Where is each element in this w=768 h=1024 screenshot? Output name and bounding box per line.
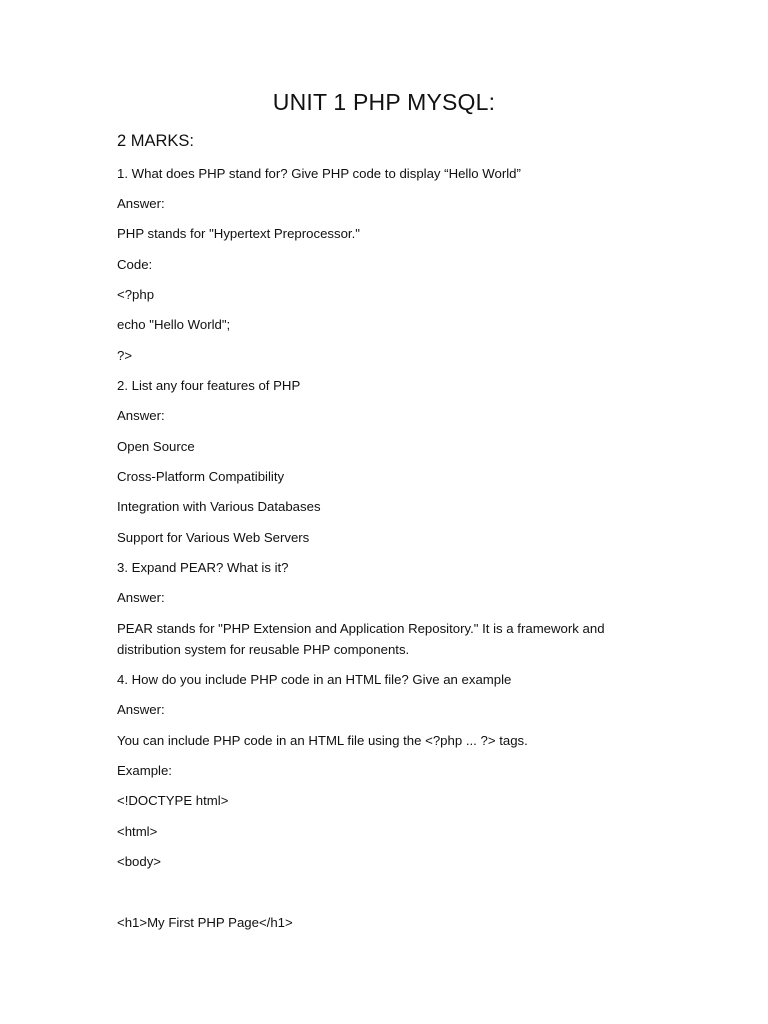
answer-text: PEAR stands for "PHP Extension and Application Repository." It is a framework and distribution system for reusable PHP components. (117, 621, 605, 657)
code-line: <!DOCTYPE html> (117, 793, 229, 808)
question-1: 1. What does PHP stand for? Give PHP code to display “Hello World” (117, 166, 521, 181)
code-line: <?php (117, 287, 155, 302)
feature-item: Cross-Platform Compatibility (117, 469, 285, 484)
answer-text: You can include PHP code in an HTML file using the <?php ... ?> tags. (117, 733, 528, 748)
page-title: UNIT 1 PHP MYSQL: (272, 89, 496, 115)
question-2: 2. List any four features of PHP (117, 378, 301, 393)
answer-label: Answer: (117, 590, 165, 605)
feature-item: Open Source (117, 439, 195, 454)
feature-item: Support for Various Web Servers (117, 530, 310, 545)
section-heading: 2 MARKS: (117, 132, 195, 150)
code-label: Code: (117, 257, 153, 272)
answer-text: PHP stands for "Hypertext Preprocessor." (117, 226, 360, 241)
question-4: 4. How do you include PHP code in an HTML file? Give an example (117, 672, 512, 687)
code-line: ?> (117, 348, 133, 363)
code-line: echo "Hello World"; (117, 317, 231, 332)
feature-item: Integration with Various Databases (117, 499, 321, 514)
question-3: 3. Expand PEAR? What is it? (117, 560, 289, 575)
answer-label: Answer: (117, 408, 165, 423)
example-label: Example: (117, 763, 172, 778)
code-line: <body> (117, 854, 161, 869)
code-line: <html> (117, 824, 158, 839)
code-line: <h1>My First PHP Page</h1> (117, 915, 293, 930)
answer-label: Answer: (117, 196, 165, 211)
answer-label: Answer: (117, 702, 165, 717)
